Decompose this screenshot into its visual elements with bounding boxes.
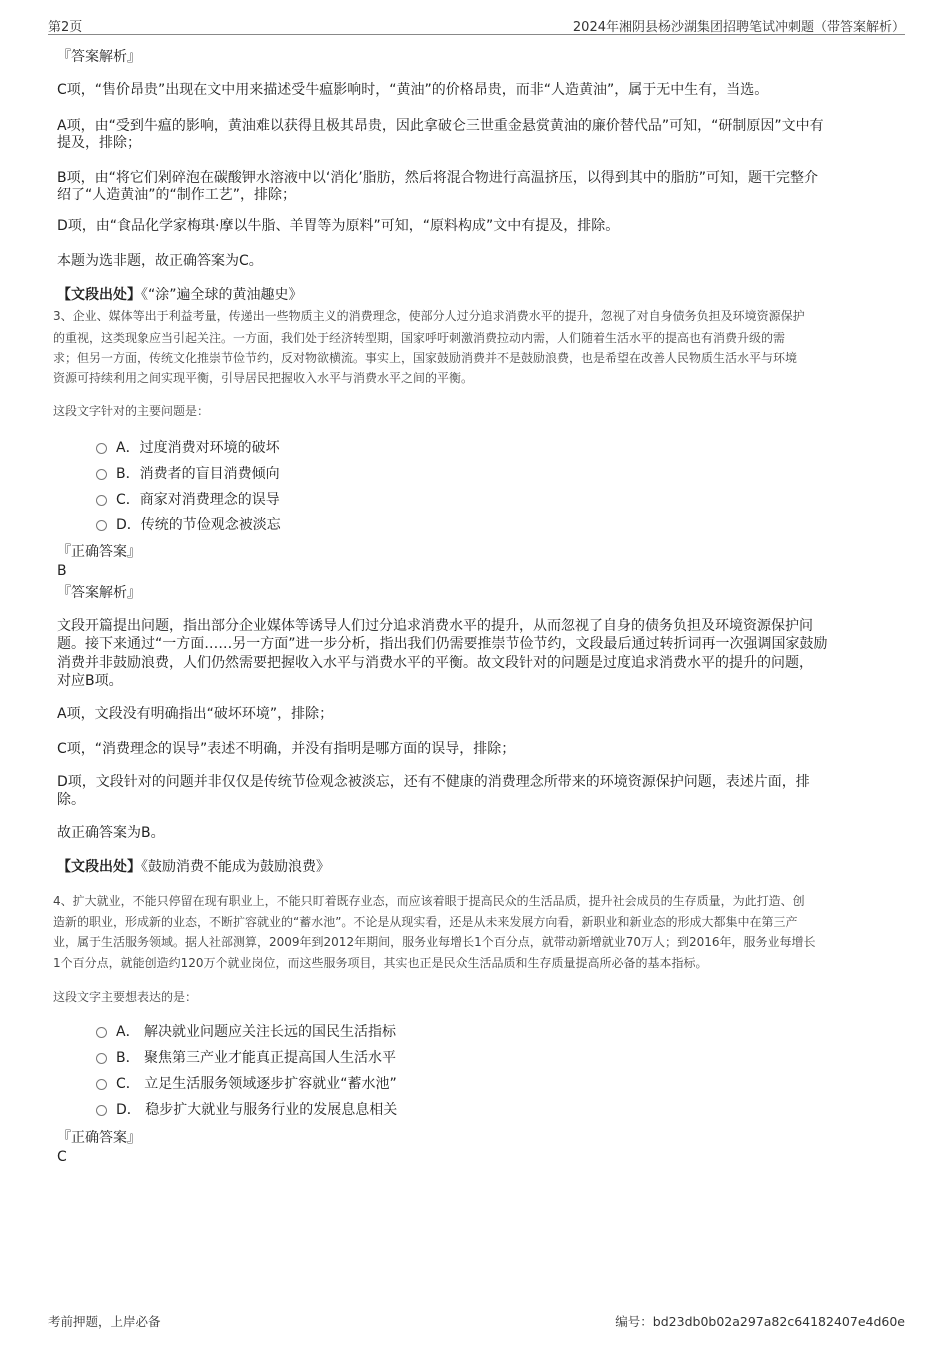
analysis-label: 『答案解析』 [57, 49, 141, 65]
source-label: 【文段出处】 [57, 287, 141, 303]
source-title: 《“涂”遍全球的黄油趣史》 [141, 287, 303, 303]
radio-icon[interactable] [96, 469, 107, 480]
q3-option-b[interactable] [96, 463, 280, 483]
page-header [48, 14, 905, 35]
radio-icon[interactable] [96, 495, 107, 506]
radio-icon[interactable] [96, 1053, 107, 1064]
q4-option-c[interactable] [96, 1073, 397, 1093]
q3-analysis-line1: 文段开篇提出问题，指出部分企业媒体等诱导人们过分追求消费水平的提升，从而忽视了自身的债务负担及环境资源保护问 [57, 618, 813, 634]
q3-analysis-option-d-line1: D项，文段针对的问题并非仅仅是传统节俭观念被淡忘，还有不健康的消费理念所带来的环境资源保护问题，表述片面，排 [57, 774, 810, 790]
q4-passage-line3: 业，属于生活服务领域。据人社部测算，2009年到2012年期间，服务业每增长1个百分点，就带动新增就业70万人；到2016年，服务业每增长 [53, 935, 816, 949]
q3-option-c[interactable] [96, 489, 280, 509]
analysis-option-a-line2: 提及，排除； [57, 135, 141, 151]
option-label: A．过度消费对环境的破坏 [116, 440, 280, 456]
radio-icon[interactable] [96, 1027, 107, 1038]
code-value: bd23db0b02a297a82c64182407e4d60e [652, 1314, 905, 1329]
radio-icon[interactable] [96, 1079, 107, 1090]
q3-analysis-option-d-line2: 除。 [57, 792, 85, 808]
q3-conclusion: 故正确答案为B。 [57, 825, 165, 841]
analysis-option-c: C项，“售价昂贵”出现在文中用来描述受牛瘟影响时，“黄油”的价格昂贵，而非“人造黄油”，属于无中生有，当选。 [57, 82, 769, 98]
code-label: 编号： [615, 1314, 653, 1329]
option-label: D． 稳步扩大就业与服务行业的发展息息相关 [116, 1102, 398, 1118]
radio-icon[interactable] [96, 1105, 107, 1116]
option-label: C．商家对消费理念的误导 [116, 492, 280, 508]
q3-answer-label: 『正确答案』 [57, 544, 141, 560]
q3-analysis-option-a: A项，文段没有明确指出“破坏环境”，排除； [57, 706, 334, 722]
analysis-conclusion: 本题为选非题，故正确答案为C。 [57, 253, 263, 269]
analysis-option-a-line1: A项，由“受到牛瘟的影响，黄油难以获得且极其昂贵，因此拿破仑三世重金悬赏黄油的廉价替代品”可知，“研制原因”文中有 [57, 118, 824, 134]
q4-option-b[interactable] [96, 1047, 396, 1067]
footer-slogan: 考前押题，上岸必备 [48, 1314, 161, 1329]
q4-passage-line1: 4、扩大就业，不能只停留在现有职业上，不能只盯着既存业态，而应该着眼于提高民众的生活品质，提升社会成员的生存质量，为此打造、创 [53, 894, 805, 908]
q3-passage-line1: 3、企业、媒体等出于利益考量，传递出一些物质主义的消费理念，使部分人过分追求消费水平的提升，忽视了对自身债务负担及环境资源保护 [53, 309, 805, 323]
q3-analysis-line4: 对应B项。 [57, 673, 123, 689]
q3-analysis-line3: 消费并非鼓励浪费，人们仍然需要把握收入水平与消费水平的平衡。故文段针对的问题是过度追求消费水平的提升的问题， [57, 655, 813, 671]
q4-option-a[interactable] [96, 1021, 396, 1041]
analysis-option-d: D项，由“食品化学家梅琪·摩以牛脂、羊胃等为原料”可知，“原料构成”文中有提及，排除。 [57, 218, 620, 234]
q3-passage-line3: 求；但另一方面，传统文化推崇节俭节约，反对物欲横流。事实上，国家鼓励消费并不是鼓励浪费，也是希望在改善人民物质生活水平与环境 [53, 351, 798, 365]
radio-icon[interactable] [96, 520, 107, 531]
source-title: 《鼓励消费不能成为鼓励浪费》 [141, 859, 330, 875]
q4-option-d[interactable] [96, 1099, 397, 1119]
q4-answer: C [57, 1149, 67, 1165]
q3-analysis-line2: 题。接下来通过“一方面……另一方面”进一步分析，指出我们仍需要推崇节俭节约，文段最后通过转折词再一次强调国家鼓励 [57, 636, 828, 652]
source-label: 【文段出处】 [57, 859, 141, 875]
q3-option-a[interactable] [96, 437, 280, 457]
analysis-option-b-line1: B项，由“将它们剁碎泡在碳酸钾水溶液中以‘消化’脂肪，然后将混合物进行高温挤压，以得到其中的脂肪”可知，题干完整介 [57, 170, 819, 186]
document-code [615, 1312, 905, 1330]
q4-passage-line4: 1个百分点，就能创造约120万个就业岗位，而这些服务项目，其实也正是民众生活品质和生存质量提高所必备的基本指标。 [53, 956, 708, 970]
radio-icon[interactable] [96, 443, 107, 454]
q4-question: 这段文字主要想表达的是： [53, 990, 198, 1004]
q3-answer: B [57, 563, 67, 579]
q3-analysis-option-c: C项，“消费理念的误导”表述不明确，并没有指明是哪方面的误导，排除； [57, 741, 516, 757]
q3-analysis-label: 『答案解析』 [57, 585, 141, 601]
q3-source-line [57, 857, 887, 878]
option-label: B．消费者的盲目消费倾向 [116, 466, 280, 482]
q3-option-d[interactable] [96, 514, 281, 534]
page-footer [48, 1312, 905, 1332]
q3-passage-line2: 的重视，这类现象应当引起关注。一方面，我们处于经济转型期，国家呼吁刺激消费拉动内需，人们随着生活水平的提高也有消费升级的需 [53, 331, 786, 345]
q4-passage-line2: 造新的职业，形成新的业态，不断扩容就业的“蓄水池”。不论是从现实看，还是从未来发展方向看，新职业和新业态的形成大都集中在第三产 [53, 915, 798, 929]
option-label: B． 聚焦第三产业才能真正提高国人生活水平 [116, 1050, 397, 1066]
q4-answer-label: 『正确答案』 [57, 1130, 141, 1146]
page-number: 第2页 [48, 20, 83, 35]
option-label: A． 解决就业问题应关注长远的国民生活指标 [116, 1024, 397, 1040]
q3-passage-line4: 资源可持续利用之间实现平衡，引导居民把握收入水平与消费水平之间的平衡。 [53, 371, 474, 385]
option-label: C． 立足生活服务领域逐步扩容就业“蓄水池” [116, 1076, 397, 1092]
option-label: D．传统的节俭观念被淡忘 [116, 517, 281, 533]
source-line [57, 285, 887, 306]
document-title: 2024年湘阴县杨沙湖集团招聘笔试冲刺题（带答案解析） [572, 20, 905, 35]
analysis-option-b-line2: 绍了“人造黄油”的“制作工艺”，排除； [57, 187, 297, 203]
q3-question: 这段文字针对的主要问题是： [53, 404, 210, 418]
